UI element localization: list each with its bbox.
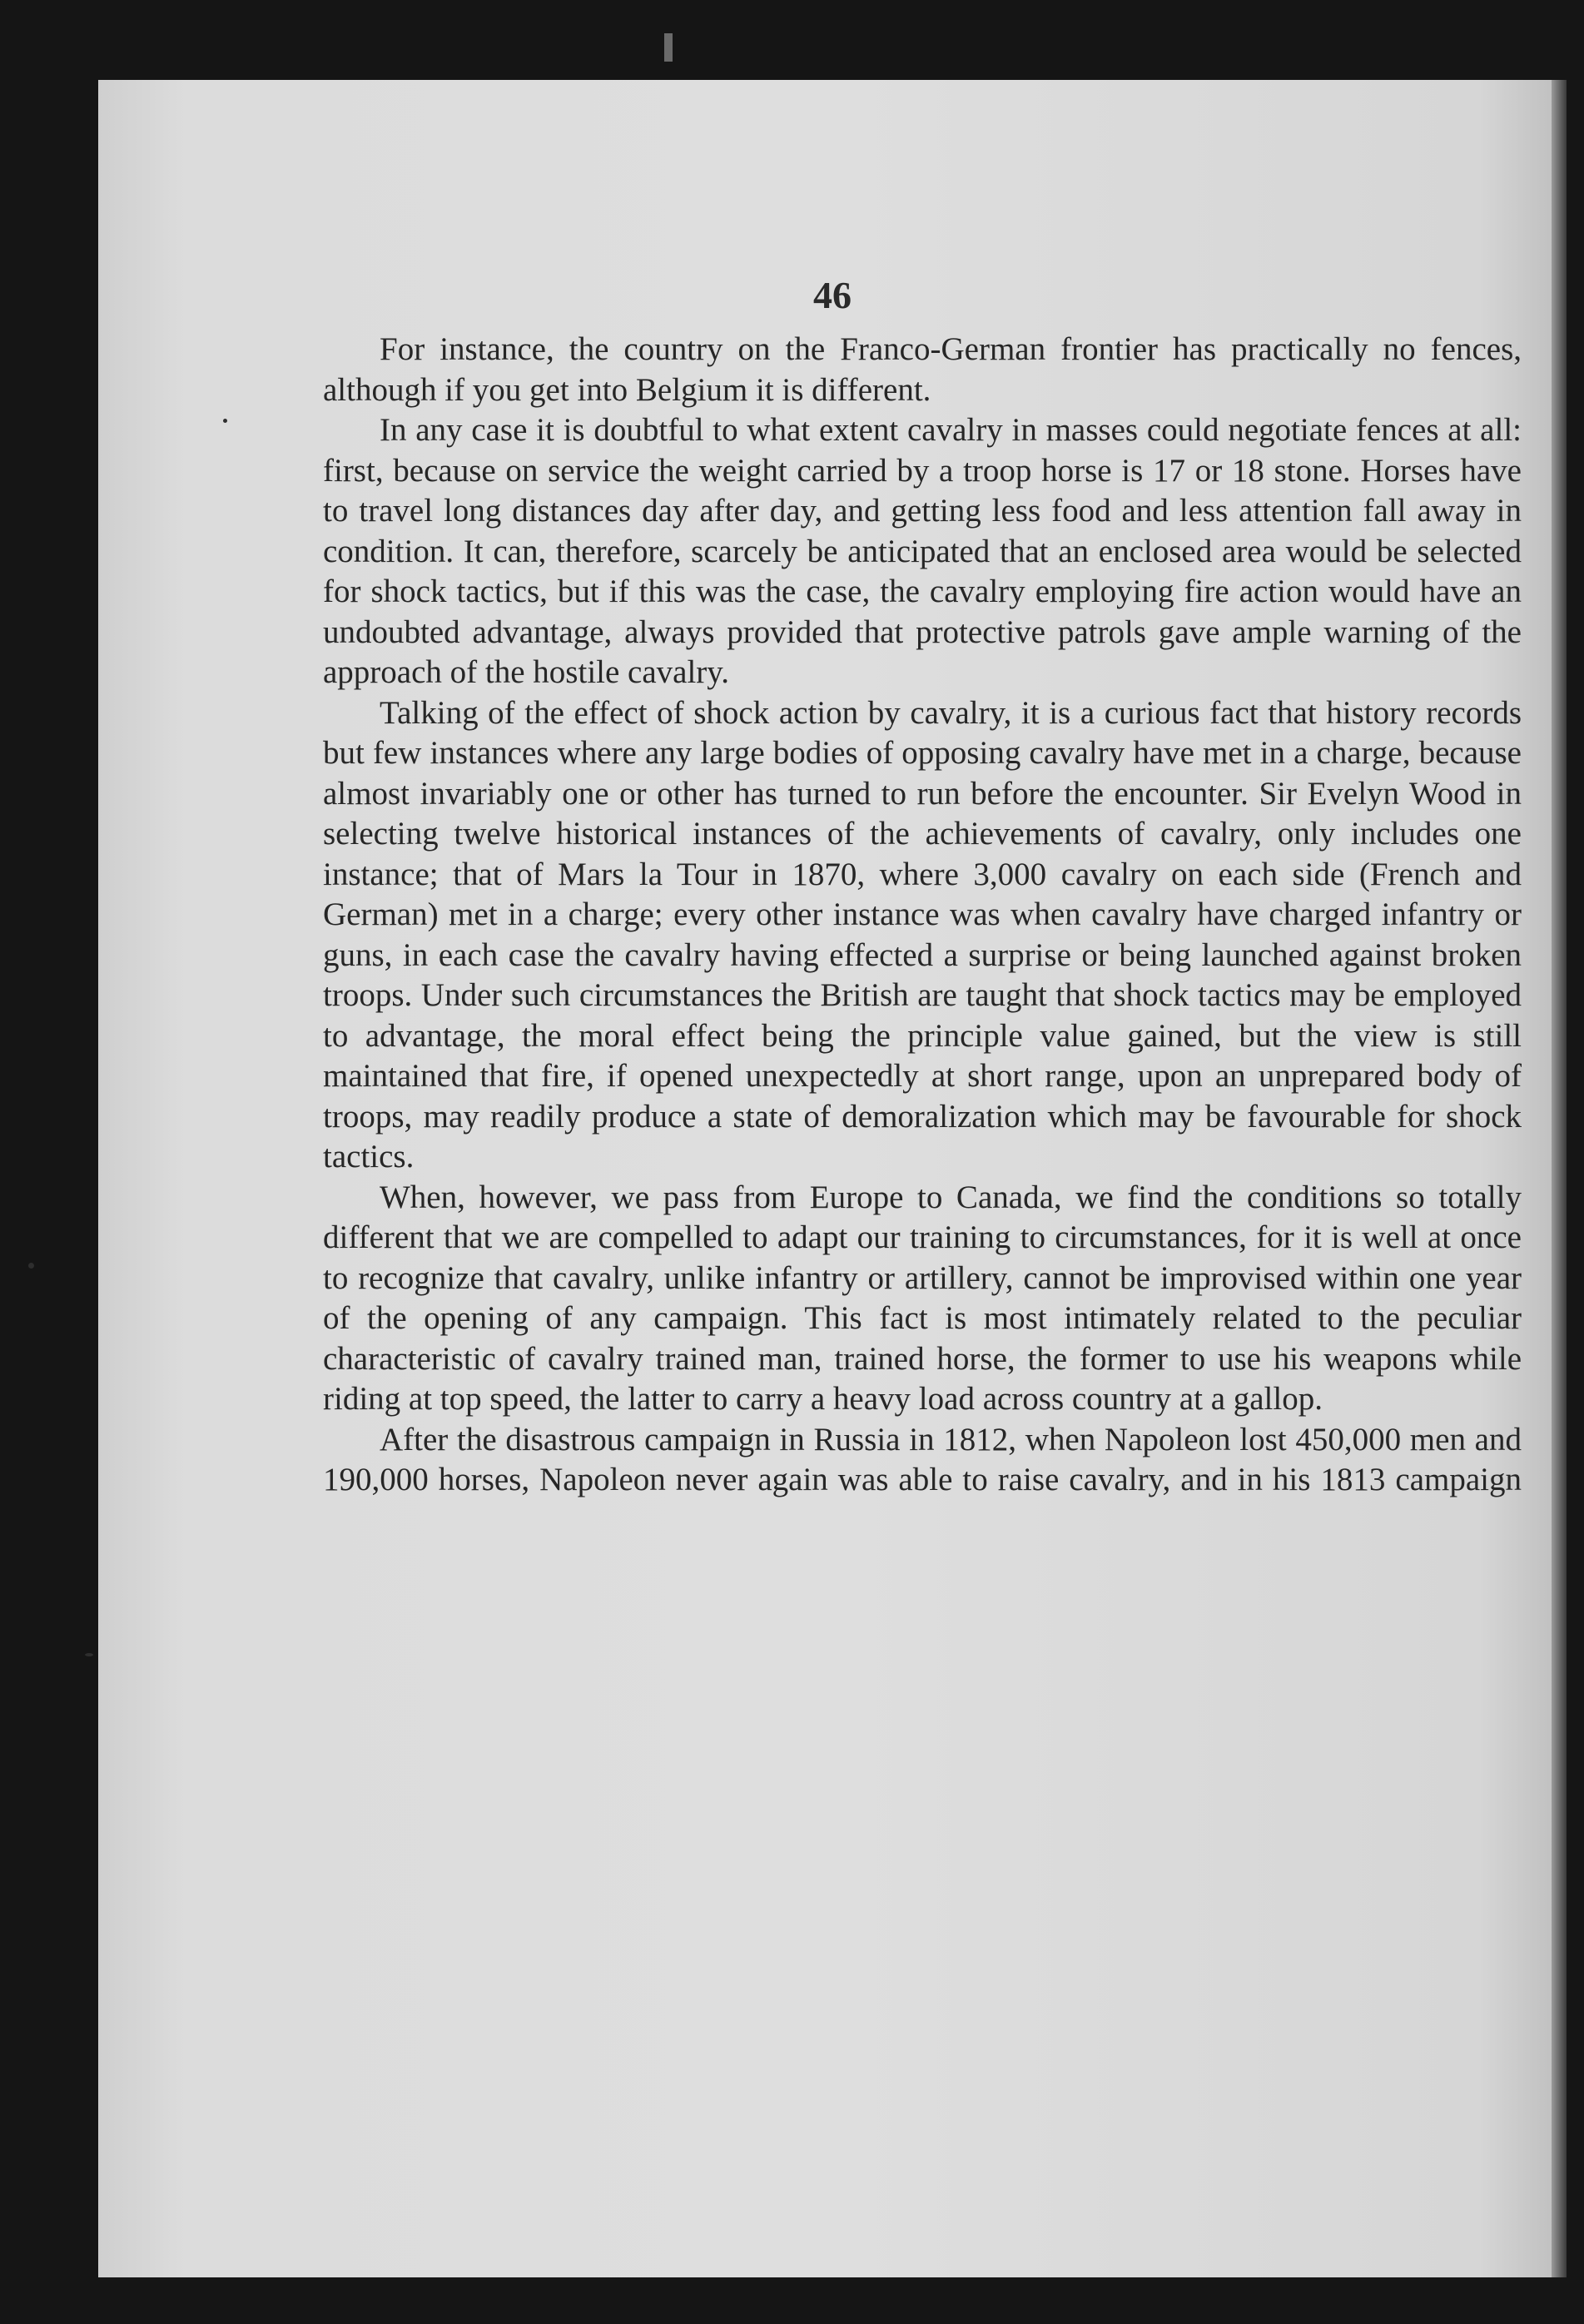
paragraph-3: Talking of the effect of shock action by cavalry, it is a curious fact that history records but few instances where any large bodies of opposing cavalry have met in a charge, because almost invariably one or other has turned to run before the encounter. Sir Evelyn Wood in selecting twelve historical instances of the achievements of cavalry, only includes one instance; that of Mars la Tour in 1870, where 3,000 cavalry on each side (French and German) met in a charge; every other instance was when cavalry have charged infantry or guns, in each case the cavalry having effected a surprise or being launched against broken troops. Under such circumstances the British are taught that shock tactics may be employed to advantage, the moral effect being the principle value gained, but the view is still maintained that fire, if opened unexpectedly at short range, upon an unprepared body of troops, may readily produce a state of demoralization which may be favourable for shock tactics. [323, 694, 1522, 1174]
scan-speck [223, 419, 227, 423]
scan-speck [85, 1653, 93, 1656]
body-text [323, 330, 1522, 1501]
scan-speck [28, 1263, 34, 1269]
book-page [98, 80, 1567, 2277]
paragraph-4: When, however, we pass from Europe to Canada, we find the conditions so totally different that we are compelled to adapt our training to circumstances, for it is well at once to recognize that cavalry, unlike infantry or artillery, cannot be improvised within one year of the opening of any campaign. This fact is most intimately related to the peculiar characteristic of cavalry trained man, trained horse, the former to use his weapons while riding at top speed, the latter to carry a heavy load across country at a gallop. [323, 1179, 1522, 1417]
paragraph-5: After the disastrous campaign in Russia in 1812, when Napoleon lost 450,000 men and 190,000 horses, Napoleon never again was able to raise cavalry, and in his 1813 campaign [323, 1421, 1522, 1497]
paragraph-2: In any case it is doubtful to what extent cavalry in masses could negotiate fences at all: first, because on service the weight carried by a troop horse is 17 or 18 stone. Horses have to travel long distances day after day, and getting less food and less attention fall away in condition. It can, therefore, scarcely be anticipated that an enclosed area would be selected for shock tactics, but if this was the case, the cavalry employing fire action would have an undoubted advantage, always provided that protective patrols gave ample warning of the approach of the hostile cavalry. [323, 412, 1522, 690]
page-edge [1552, 80, 1567, 2277]
binding-mark [664, 33, 673, 62]
paragraph-1: For instance, the country on the Franco-German frontier has practically no fences, although if you get into Belgium it is different. [323, 331, 1522, 408]
page-number: 46 [813, 274, 852, 316]
